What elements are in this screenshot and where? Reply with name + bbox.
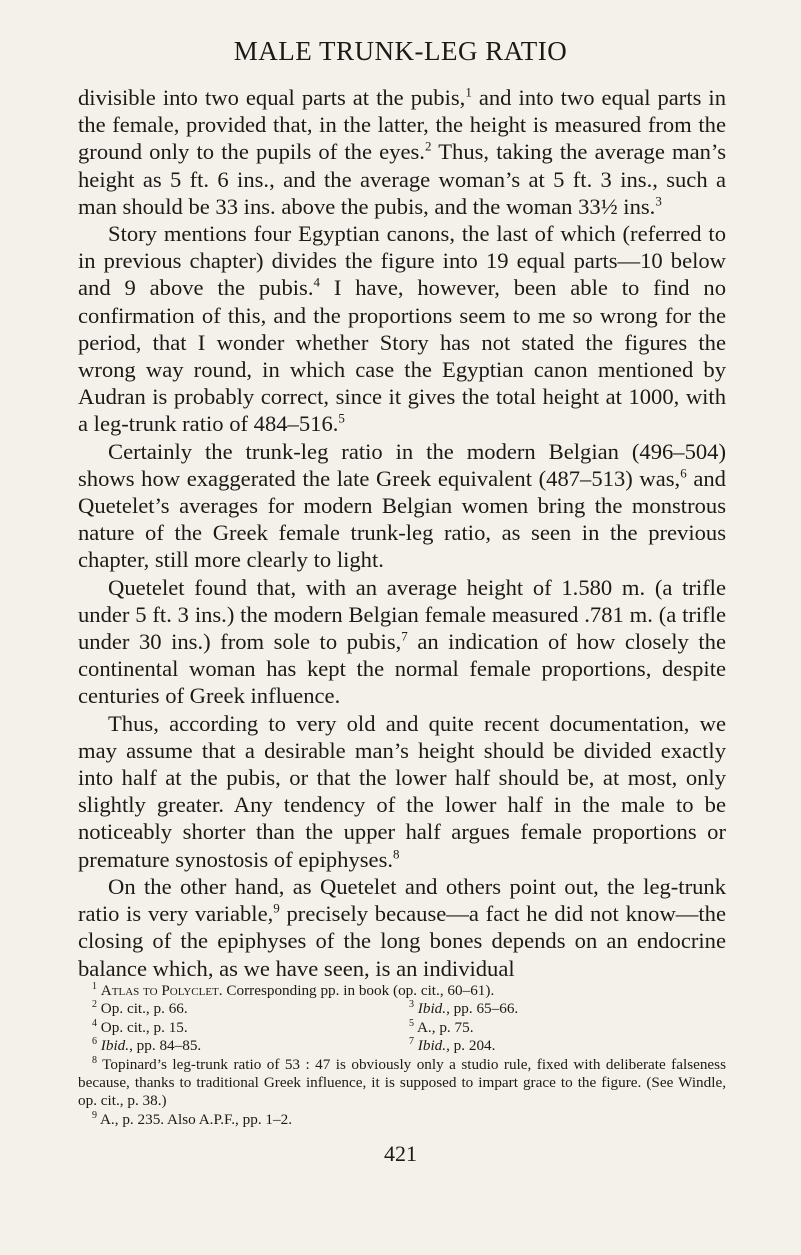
footnote-marker: 7 <box>409 1036 414 1048</box>
footnote-row <box>78 1037 726 1055</box>
footnote-reference: 1 <box>465 84 472 100</box>
footnote-reference: 7 <box>401 628 408 644</box>
paragraph-text: precisely because—a fact he did not know—the closing of the epiphyses of the long bones depends on an endocrine balance which, as we have seen, is an individual <box>78 901 726 981</box>
body-paragraph <box>78 438 726 574</box>
paragraph-text: On the other hand, as Quetelet and others point out, the leg-trunk ratio is very variable, <box>78 873 726 927</box>
footnote-2 <box>78 1000 409 1018</box>
footnote-reference: 8 <box>393 846 400 862</box>
running-head: MALE TRUNK-LEG RATIO <box>233 36 568 66</box>
body-paragraph <box>78 220 726 438</box>
paragraph-text: an indication of how closely the continental woman has kept the normal female proportions, despite centuries of Greek influence. <box>78 629 726 709</box>
footnote-text: Topinard’s leg-trunk ratio of 53 : 47 is obviously only a studio rule, fixed with deliberate falseness because, thanks to traditional Greek influence, it is supposed to impart grace to the figure. (See Windle, op. cit., p. 38.) <box>78 1055 726 1110</box>
body-paragraph <box>78 710 726 873</box>
footnote-text: A., p. 75. <box>414 1018 474 1036</box>
paragraph-text: Thus, taking the average man’s height as 5 ft. 6 ins., and the average woman’s at 5 ft. 3 ins., such a man should be 33 ins. above the pubis, and the woman 33½ ins. <box>78 139 726 219</box>
footnote-1 <box>78 982 726 1000</box>
footnote-text: Op. cit., p. 15. <box>97 1018 188 1036</box>
footnote-row <box>78 1019 726 1037</box>
footnote-text: , pp. 65–66. <box>446 1000 519 1018</box>
paragraph-text: and Quetelet’s averages for modern Belgian women bring the monstrous nature of the Greek female trunk-leg ratio, as seen in the previous chapter, still more clearly to light. <box>78 465 726 573</box>
footnote-6 <box>78 1037 409 1055</box>
footnote-marker: 2 <box>92 999 97 1011</box>
footnote-text: Corresponding pp. in book (op. cit., 60–61). <box>222 982 495 999</box>
footnote-text: A., p. 235. Also A.P.F., pp. 1–2. <box>97 1110 292 1128</box>
paragraph-text: Story mentions four Egyptian canons, the last of which (referred to in previous chapter) divides the figure into 19 equal parts—10 below and 9 above the pubis. <box>78 221 726 301</box>
footnote-marker: 9 <box>92 1109 97 1121</box>
footnote-text: , p. 204. <box>446 1037 496 1055</box>
footnote-reference: 2 <box>424 138 432 154</box>
footnote-marker: 6 <box>92 1036 97 1048</box>
footnote-9 <box>78 1111 726 1129</box>
footnote-reference: 6 <box>680 465 687 481</box>
paragraph-text: Certainly the trunk-leg ratio in the modern Belgian (496–504) shows how exaggerated the late Greek equivalent (487–513) was, <box>78 438 726 491</box>
footnote-text: , pp. 84–85. <box>129 1037 202 1055</box>
footnote-7 <box>409 1037 726 1055</box>
page-number: 421 <box>384 1141 417 1166</box>
paragraph-text: I have, however, been able to find no confirmation of this, and the proportions seem to me so wrong for the period, that I wonder whether Story has not stated the figures the wrong way round, in which case the Egyptian canon mentioned by Audran is probably correct, since it gives the total height at 1000, with a leg-trunk ratio of 484–516. <box>78 275 726 437</box>
footnote-ibid: Ibid. <box>100 1037 130 1055</box>
footnote-row <box>78 1000 726 1018</box>
footnote-ibid: Ibid. <box>417 1000 447 1018</box>
body-paragraph <box>78 84 726 220</box>
footnote-reference: 9 <box>273 900 280 916</box>
paragraph-text: and into two equal parts in the female, provided that, in the latter, the height is measured from the ground only to the pupils of the eyes. <box>78 85 726 165</box>
paragraph-text: Quetelet found that, with an average height of 1.580 m. (a trifle under 5 ft. 3 ins.) the modern Belgian female measured .781 m. (a trifle under 30 ins.) from sole to pubis, <box>78 574 726 655</box>
footnote-ibid: Ibid. <box>417 1037 447 1055</box>
body-paragraph <box>78 873 726 982</box>
body-paragraph <box>78 574 726 710</box>
body-text <box>78 84 726 982</box>
footnote-5 <box>409 1019 726 1037</box>
footnote-marker: 5 <box>409 1017 414 1029</box>
footnote-marker: 8 <box>92 1054 97 1066</box>
footnote-reference: 5 <box>338 410 345 426</box>
paragraph-text: divisible into two equal parts at the pubis, <box>78 85 466 110</box>
footnote-3 <box>409 1000 726 1018</box>
footnote-marker: 1 <box>92 980 97 992</box>
footnote-text: Op. cit., p. 66. <box>97 1000 188 1018</box>
footnote-source: Atlas to Polyclet. <box>100 982 223 999</box>
footnotes <box>78 982 726 1129</box>
footnote-8 <box>78 1056 726 1111</box>
footnote-4 <box>78 1019 409 1037</box>
footnote-reference: 4 <box>313 274 320 290</box>
footnote-marker: 4 <box>92 1017 97 1029</box>
footnote-marker: 3 <box>409 999 414 1011</box>
paragraph-text: Thus, according to very old and quite recent documentation, we may assume that a desirable man’s height should be divided exactly into half at the pubis, or that the lower half should be, at most, only slightly greater. Any tendency of the lower half in the male to be noticeably shorter than the upper half argues female proportions or premature synostosis of epiphyses. <box>78 710 726 872</box>
footnote-reference: 3 <box>655 193 662 209</box>
